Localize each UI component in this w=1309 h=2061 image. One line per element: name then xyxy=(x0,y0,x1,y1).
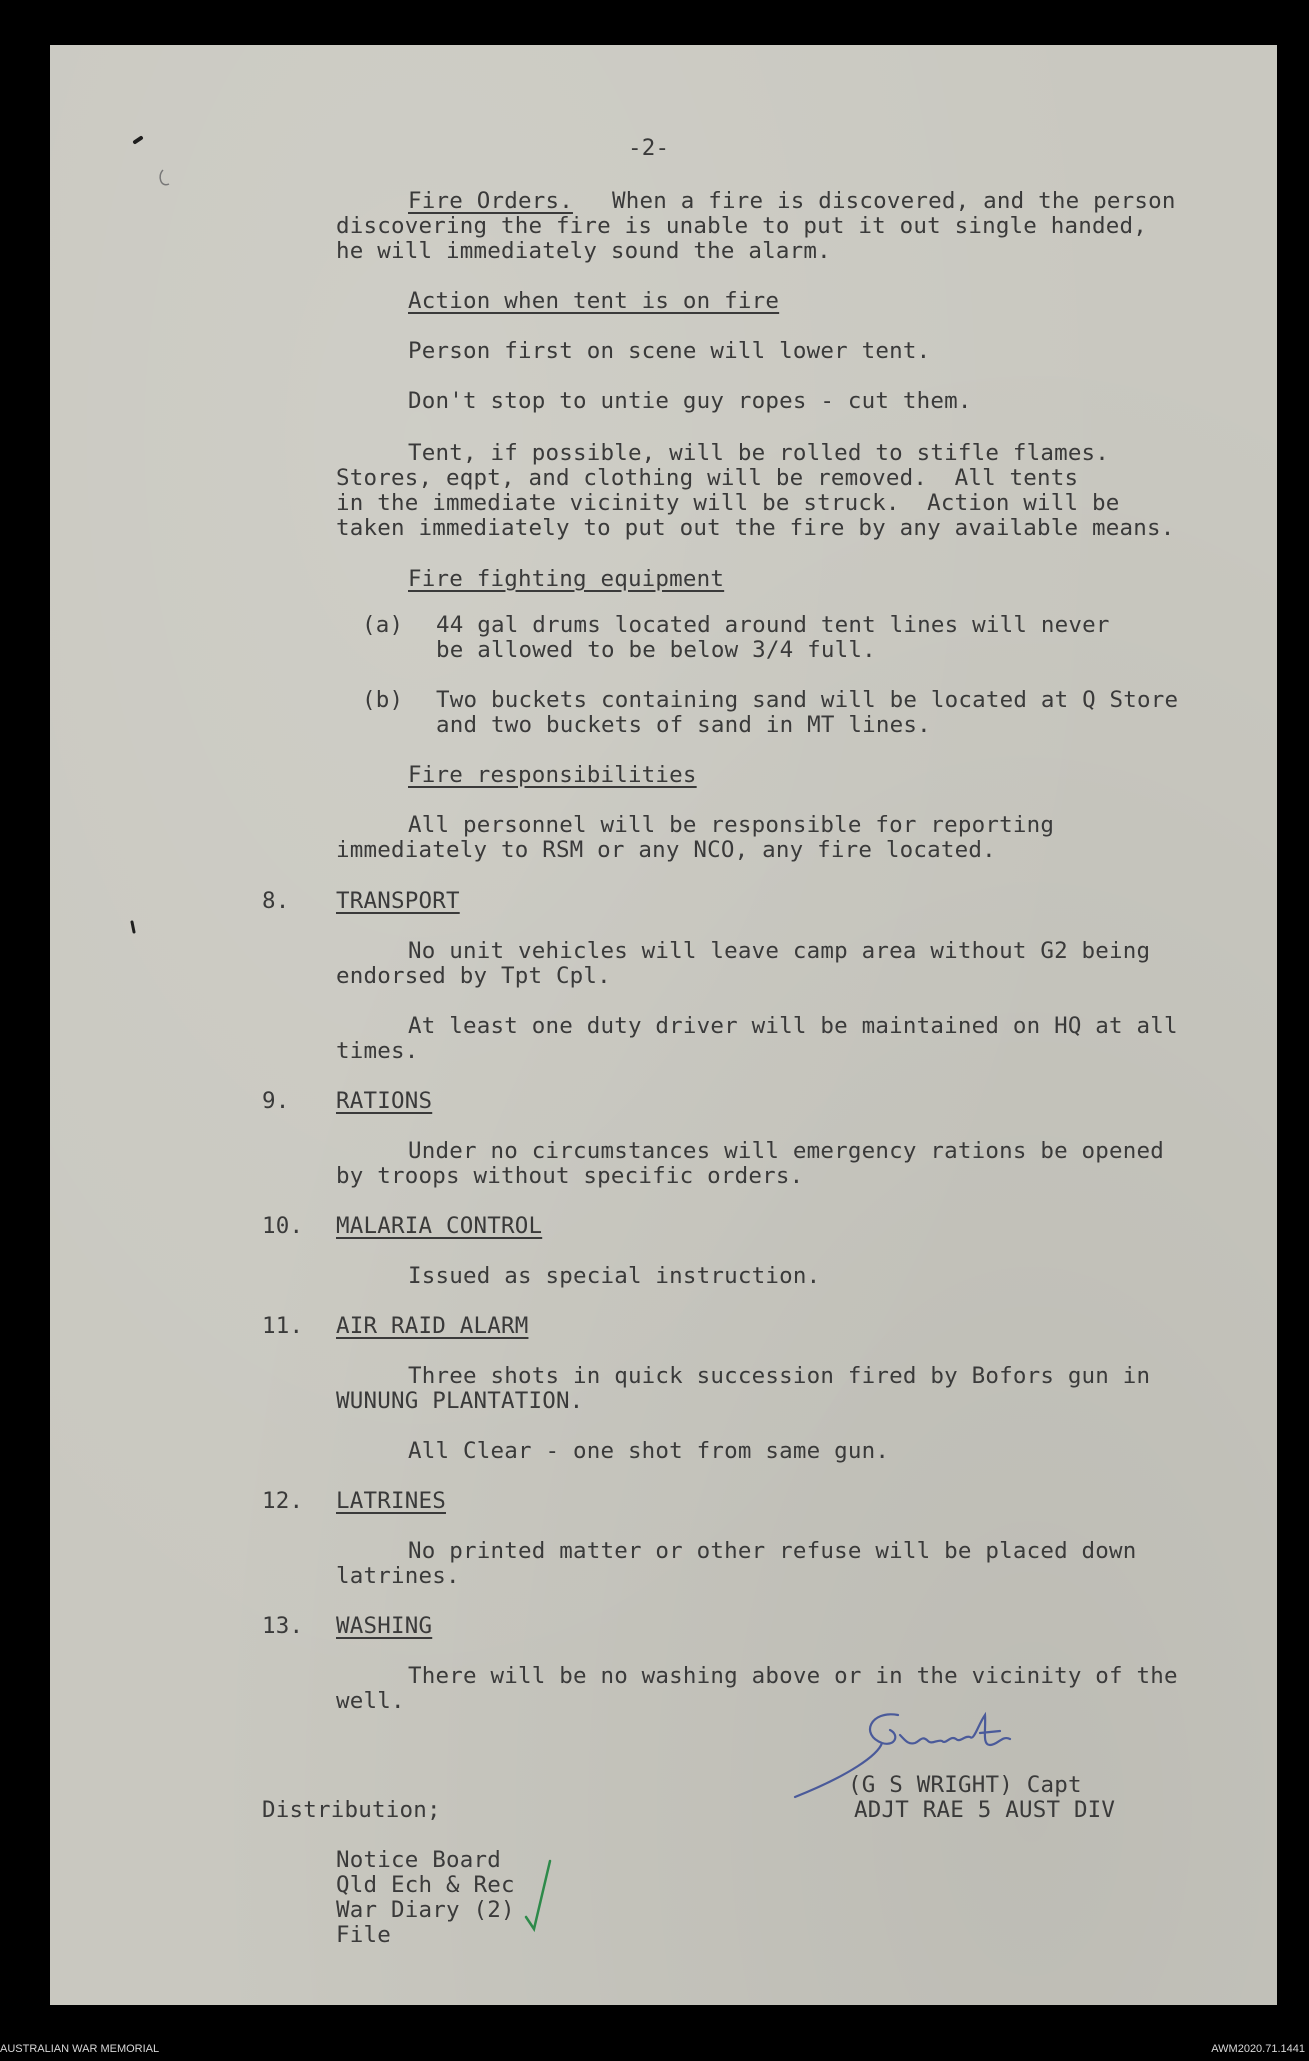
section-line: There will be no washing above or in the vicinity of the xyxy=(408,1663,1178,1689)
section-number: 11. xyxy=(262,1313,304,1339)
section-line: Under no circumstances will emergency rations be opened xyxy=(408,1138,1165,1164)
page-number: -2- xyxy=(628,135,670,161)
responsibilities-line: immediately to RSM or any NCO, any fire located. xyxy=(336,837,996,863)
equipment-a-line: be allowed to be below 3/4 full. xyxy=(436,637,876,663)
section-heading-air-raid: AIR RAID ALARM xyxy=(336,1313,529,1339)
section-heading-washing: WASHING xyxy=(336,1613,433,1639)
tent-fire-para-line: Tent, if possible, will be rolled to stifle flames. xyxy=(408,440,1110,466)
distribution-item: File xyxy=(336,1922,391,1948)
tent-fire-heading: Action when tent is on fire xyxy=(408,288,780,314)
distribution-label: Distribution; xyxy=(262,1797,441,1823)
section-line: well. xyxy=(336,1688,405,1714)
tent-fire-line: Person first on scene will lower tent. xyxy=(408,338,931,364)
tent-fire-line: Don't stop to untie guy ropes - cut them. xyxy=(408,388,972,414)
equipment-heading: Fire fighting equipment xyxy=(408,566,725,592)
footer-reference: AWM2020.71.1441 xyxy=(1211,2043,1305,2055)
section-number: 10. xyxy=(262,1213,304,1239)
section-line: At least one duty driver will be maintained on HQ at all xyxy=(408,1013,1178,1039)
equipment-a-line: 44 gal drums located around tent lines will never xyxy=(436,612,1110,638)
section-number: 12. xyxy=(262,1488,304,1514)
fire-orders-line: he will immediately sound the alarm. xyxy=(336,238,831,264)
section-line: latrines. xyxy=(336,1563,460,1589)
section-line: All Clear - one shot from same gun. xyxy=(408,1438,890,1464)
equipment-b-line: and two buckets of sand in MT lines. xyxy=(436,712,931,738)
fire-orders-line: discovering the fire is unable to put it out single handed, xyxy=(336,213,1148,239)
responsibilities-heading: Fire responsibilities xyxy=(408,762,697,788)
tent-fire-para-line: taken immediately to put out the fire by any available means. xyxy=(336,515,1175,541)
section-heading-latrines: LATRINES xyxy=(336,1488,446,1514)
signatory-name: (G S WRIGHT) Capt xyxy=(848,1772,1082,1798)
margin-mark xyxy=(126,918,146,938)
equipment-label-b: (b) xyxy=(362,687,404,713)
fire-orders-heading: Fire Orders. xyxy=(408,188,573,214)
section-line: Three shots in quick succession fired by Bofors gun in xyxy=(408,1363,1151,1389)
distribution-item: Qld Ech & Rec xyxy=(336,1872,515,1898)
section-heading-transport: TRANSPORT xyxy=(336,888,460,914)
distribution-item: Notice Board xyxy=(336,1847,501,1873)
footer-credit: AUSTRALIAN WAR MEMORIAL xyxy=(0,2043,160,2055)
section-line: by troops without specific orders. xyxy=(336,1163,804,1189)
section-number: 9. xyxy=(262,1088,290,1114)
section-number: 8. xyxy=(262,888,290,914)
fire-orders-line: When a fire is discovered, and the person xyxy=(612,188,1176,214)
section-heading-malaria: MALARIA CONTROL xyxy=(336,1213,543,1239)
check-mark-icon xyxy=(520,1855,560,1935)
section-number: 13. xyxy=(262,1613,304,1639)
section-line: WUNUNG PLANTATION. xyxy=(336,1388,584,1414)
section-line: No printed matter or other refuse will be placed down xyxy=(408,1538,1137,1564)
distribution-item: War Diary (2) xyxy=(336,1897,515,1923)
section-line: No unit vehicles will leave camp area without G2 being xyxy=(408,938,1151,964)
section-line: Issued as special instruction. xyxy=(408,1263,821,1289)
margin-mark xyxy=(125,100,185,210)
section-line: times. xyxy=(336,1038,419,1064)
section-line: endorsed by Tpt Cpl. xyxy=(336,963,611,989)
responsibilities-line: All personnel will be responsible for reporting xyxy=(408,812,1055,838)
equipment-label-a: (a) xyxy=(362,612,404,638)
section-heading-rations: RATIONS xyxy=(336,1088,433,1114)
tent-fire-para-line: in the immediate vicinity will be struck. Action will be xyxy=(336,490,1120,516)
signatory-title: ADJT RAE 5 AUST DIV xyxy=(854,1797,1116,1823)
equipment-b-line: Two buckets containing sand will be located at Q Store xyxy=(436,687,1179,713)
tent-fire-para-line: Stores, eqpt, and clothing will be removed. All tents xyxy=(336,465,1079,491)
